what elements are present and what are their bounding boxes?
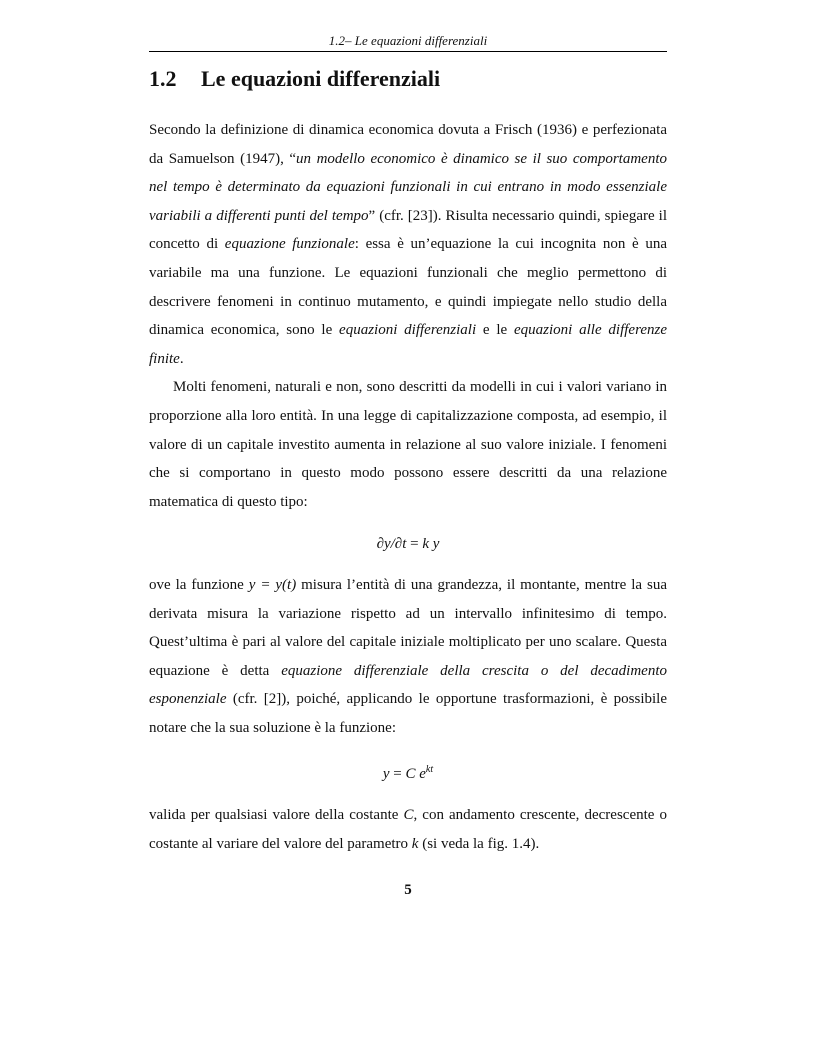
paragraph-3 [149,571,667,743]
p4-text-a: valida per qualsiasi valore della costante [149,807,404,824]
eq2-lhs: y [382,766,390,783]
p3-text-c: (cfr. [2]), poiché, applicando le opportune trasformazioni, è possibile notare che la sua soluzione è la funzione: [149,691,667,736]
equation-1 [149,530,667,559]
p1-text-c: : essa è un’equazione la cui incognita non è una variabile ma una funzione. Le equazioni funzionali che meglio permettono di descrivere fenomeni in continuo mutamento, e quindi impiegate nello studio della dinamica economica, sono le [149,236,667,339]
p1-text-a: Secondo la definizione di dinamica economica dovuta a Frisch (1936) e perfezionata da Samuelson (1947), “ [149,122,667,167]
term-equazioni-differenziali: equazioni differenziali [339,322,477,339]
p4-text-b: , con andamento crescente, decrescente o costante al variare del valore del parametro [149,807,668,852]
p1-text-d: e le [476,322,514,339]
math-y-of-t: y = y(t) [248,576,297,593]
samuelson-quote: un modello economico è dinamico se il suo comportamento nel tempo è determinato da equazioni funzionali in cui entrano in modo essenziale variabili a differenti punti del tempo [149,150,667,224]
p1-text-b: ” (cfr. [23]). Risulta necessario quindi, spiegare il concetto di [149,207,667,253]
p3-text-a: ove la funzione [149,576,249,593]
page-number: 5 [404,882,412,898]
eq1-rhs: k y [422,536,440,553]
term-equazioni-differenze-finite: equazioni alle differenze finite [149,322,668,367]
section-number: 1.2 [149,66,177,91]
equation-2 [149,756,667,789]
term-equazione-funzionale: equazione funzionale [224,236,355,253]
eq2-rhs: C e [405,766,426,783]
body-text [149,116,667,858]
running-head: 1.2– Le equazioni differenziali [149,33,667,52]
eq1-equals: = [406,536,423,553]
eq1-lhs: ∂y/∂t [376,536,407,553]
p3-text-b: misura l’entità di una grandezza, il montante, mentre la sua derivata misura la variazione rispetto ad un intervallo infinitesimo di tempo. Quest’ultima è pari al valore del capitale iniziale moltiplicato per uno scalare. Questa equazione è detta [149,576,667,679]
p1-text-e: . [179,350,184,367]
paragraph-1 [149,116,667,373]
section-title [149,66,667,92]
math-k: k [411,835,419,852]
eq2-exponent: kt [425,764,434,776]
paragraph-2: Molti fenomeni, naturali e non, sono descritti da modelli in cui i valori variano in proporzione alla loro entità. In una legge di capitalizzazione composta, ad esempio, il valore di un capitale investito aumenta in relazione al suo valore iniziale. I fenomeni che si comportano in questo modo possono essere descritti da una relazione matematica di questo tipo: [149,379,667,510]
eq2-equals: = [389,766,406,783]
p4-text-c: (si veda la fig. 1.4). [418,835,540,852]
math-c: C [403,807,414,824]
section-title-text: Le equazioni differenziali [201,66,441,91]
paragraph-4 [149,801,667,858]
term-equazione-crescita: equazione differenziale della crescita o del decadimento esponenziale [149,662,668,708]
